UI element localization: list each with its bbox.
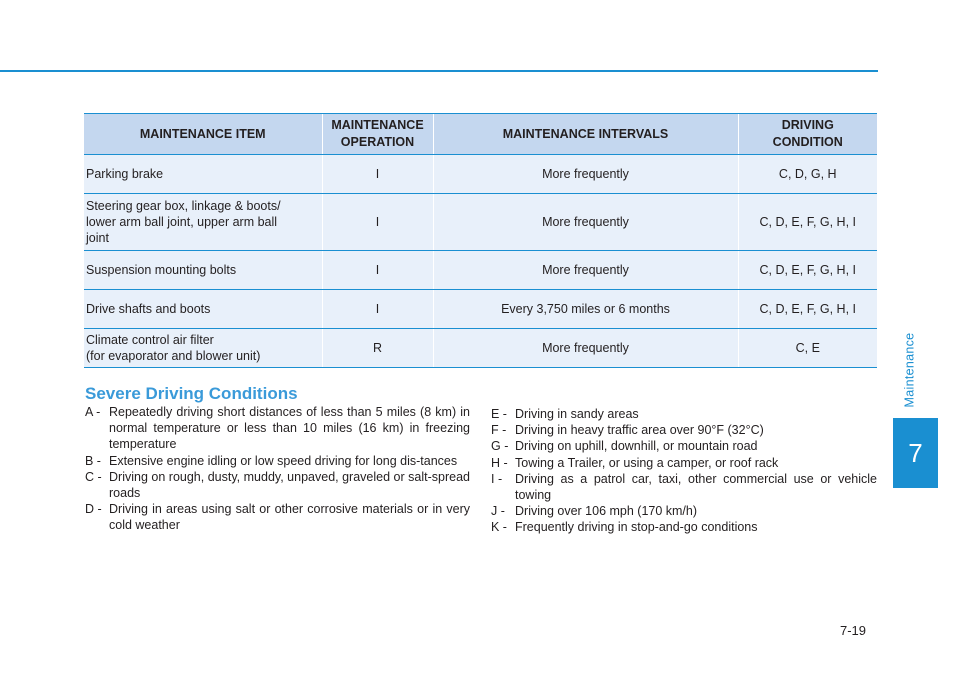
cell-interval: More frequently [433,329,738,368]
condition-text: Frequently driving in stop-and-go conditions [515,520,758,535]
condition-text: Extensive engine idling or low speed driving for long dis-tances [109,453,458,468]
condition-key: A - [85,405,101,419]
condition-text: Driving in heavy traffic area over 90°F (32°C) [515,423,764,438]
condition-item [491,406,877,422]
severe-conditions-title: Severe Driving Conditions [85,384,298,403]
maintenance-table [84,113,877,368]
cell-interval: More frequently [433,251,738,290]
section-side-label [898,330,920,410]
condition-key: C - [85,469,102,484]
cell-item: Suspension mounting bolts [84,251,322,290]
table-row [84,194,877,251]
cell-item: Drive shafts and boots [84,290,322,329]
cell-condition: C, D, E, F, G, H, I [738,290,877,329]
conditions-list-right [491,406,877,536]
table-row [84,290,877,329]
condition-key: J - [491,504,505,519]
cell-item: Parking brake [84,155,322,194]
table-header-row [84,114,877,155]
cell-operation: I [322,194,433,251]
condition-text: Towing a Trailer, or using a camper, or roof rack [515,455,779,470]
cell-condition: C, D, E, F, G, H, I [738,251,877,290]
condition-key: E - [491,407,507,421]
condition-text: Repeatedly driving short distances of less than 5 miles (8 km) in normal temperature or less than 10 miles (16 km) in freezing temperature [109,405,470,452]
condition-item [491,422,877,438]
condition-item [85,469,470,501]
condition-key: K - [491,520,507,535]
condition-text: Driving on uphill, downhill, or mountain road [515,439,758,454]
chapter-tab: 7 [893,418,938,488]
condition-text: Driving on rough, dusty, muddy, unpaved, graveled or salt-spread roads [109,469,470,501]
condition-key: F - [491,423,507,438]
condition-item [85,501,470,533]
condition-text: Driving in sandy areas [515,407,639,421]
condition-item [491,455,877,471]
page-number: 7-19 [840,623,867,638]
condition-key: B - [85,453,101,468]
condition-item [85,453,470,469]
cell-item: Climate control air filter (for evaporator and blower unit) [84,329,322,368]
header-maintenance-item: MAINTENANCE ITEM [84,114,322,155]
condition-item [491,503,877,519]
cell-operation: I [322,251,433,290]
cell-operation: I [322,155,433,194]
condition-key: I - [491,471,503,486]
header-maintenance-intervals: MAINTENANCE INTERVALS [433,114,738,155]
table-row [84,155,877,194]
cell-condition: C, D, G, H [738,155,877,194]
table-row [84,329,877,368]
conditions-list-left [85,404,470,534]
cell-interval: More frequently [433,194,738,251]
cell-item: Steering gear box, linkage & boots/ lower arm ball joint, upper arm ball joint [84,194,322,251]
header-driving-condition: DRIVING CONDITION [738,114,877,155]
condition-text: Driving over 106 mph (170 km/h) [515,504,698,519]
condition-text: Driving in areas using salt or other corrosive materials or in very cold weather [109,502,470,533]
condition-item [85,404,470,453]
condition-key: G - [491,439,509,454]
cell-operation: I [322,290,433,329]
condition-item [491,471,877,503]
condition-key: H - [491,455,508,470]
condition-key: D - [85,502,102,517]
cell-interval: Every 3,750 miles or 6 months [433,290,738,329]
section-label-text: Maintenance [902,332,917,408]
cell-condition: C, D, E, F, G, H, I [738,194,877,251]
table-row [84,251,877,290]
cell-condition: C, E [738,329,877,368]
header-maintenance-operation: MAINTENANCE OPERATION [322,114,433,155]
top-rule [0,70,878,72]
cell-interval: More frequently [433,155,738,194]
condition-item [491,438,877,454]
condition-text: Driving as a patrol car, taxi, other commercial use or vehicle towing [515,471,877,503]
condition-item [491,519,877,535]
cell-operation: R [322,329,433,368]
